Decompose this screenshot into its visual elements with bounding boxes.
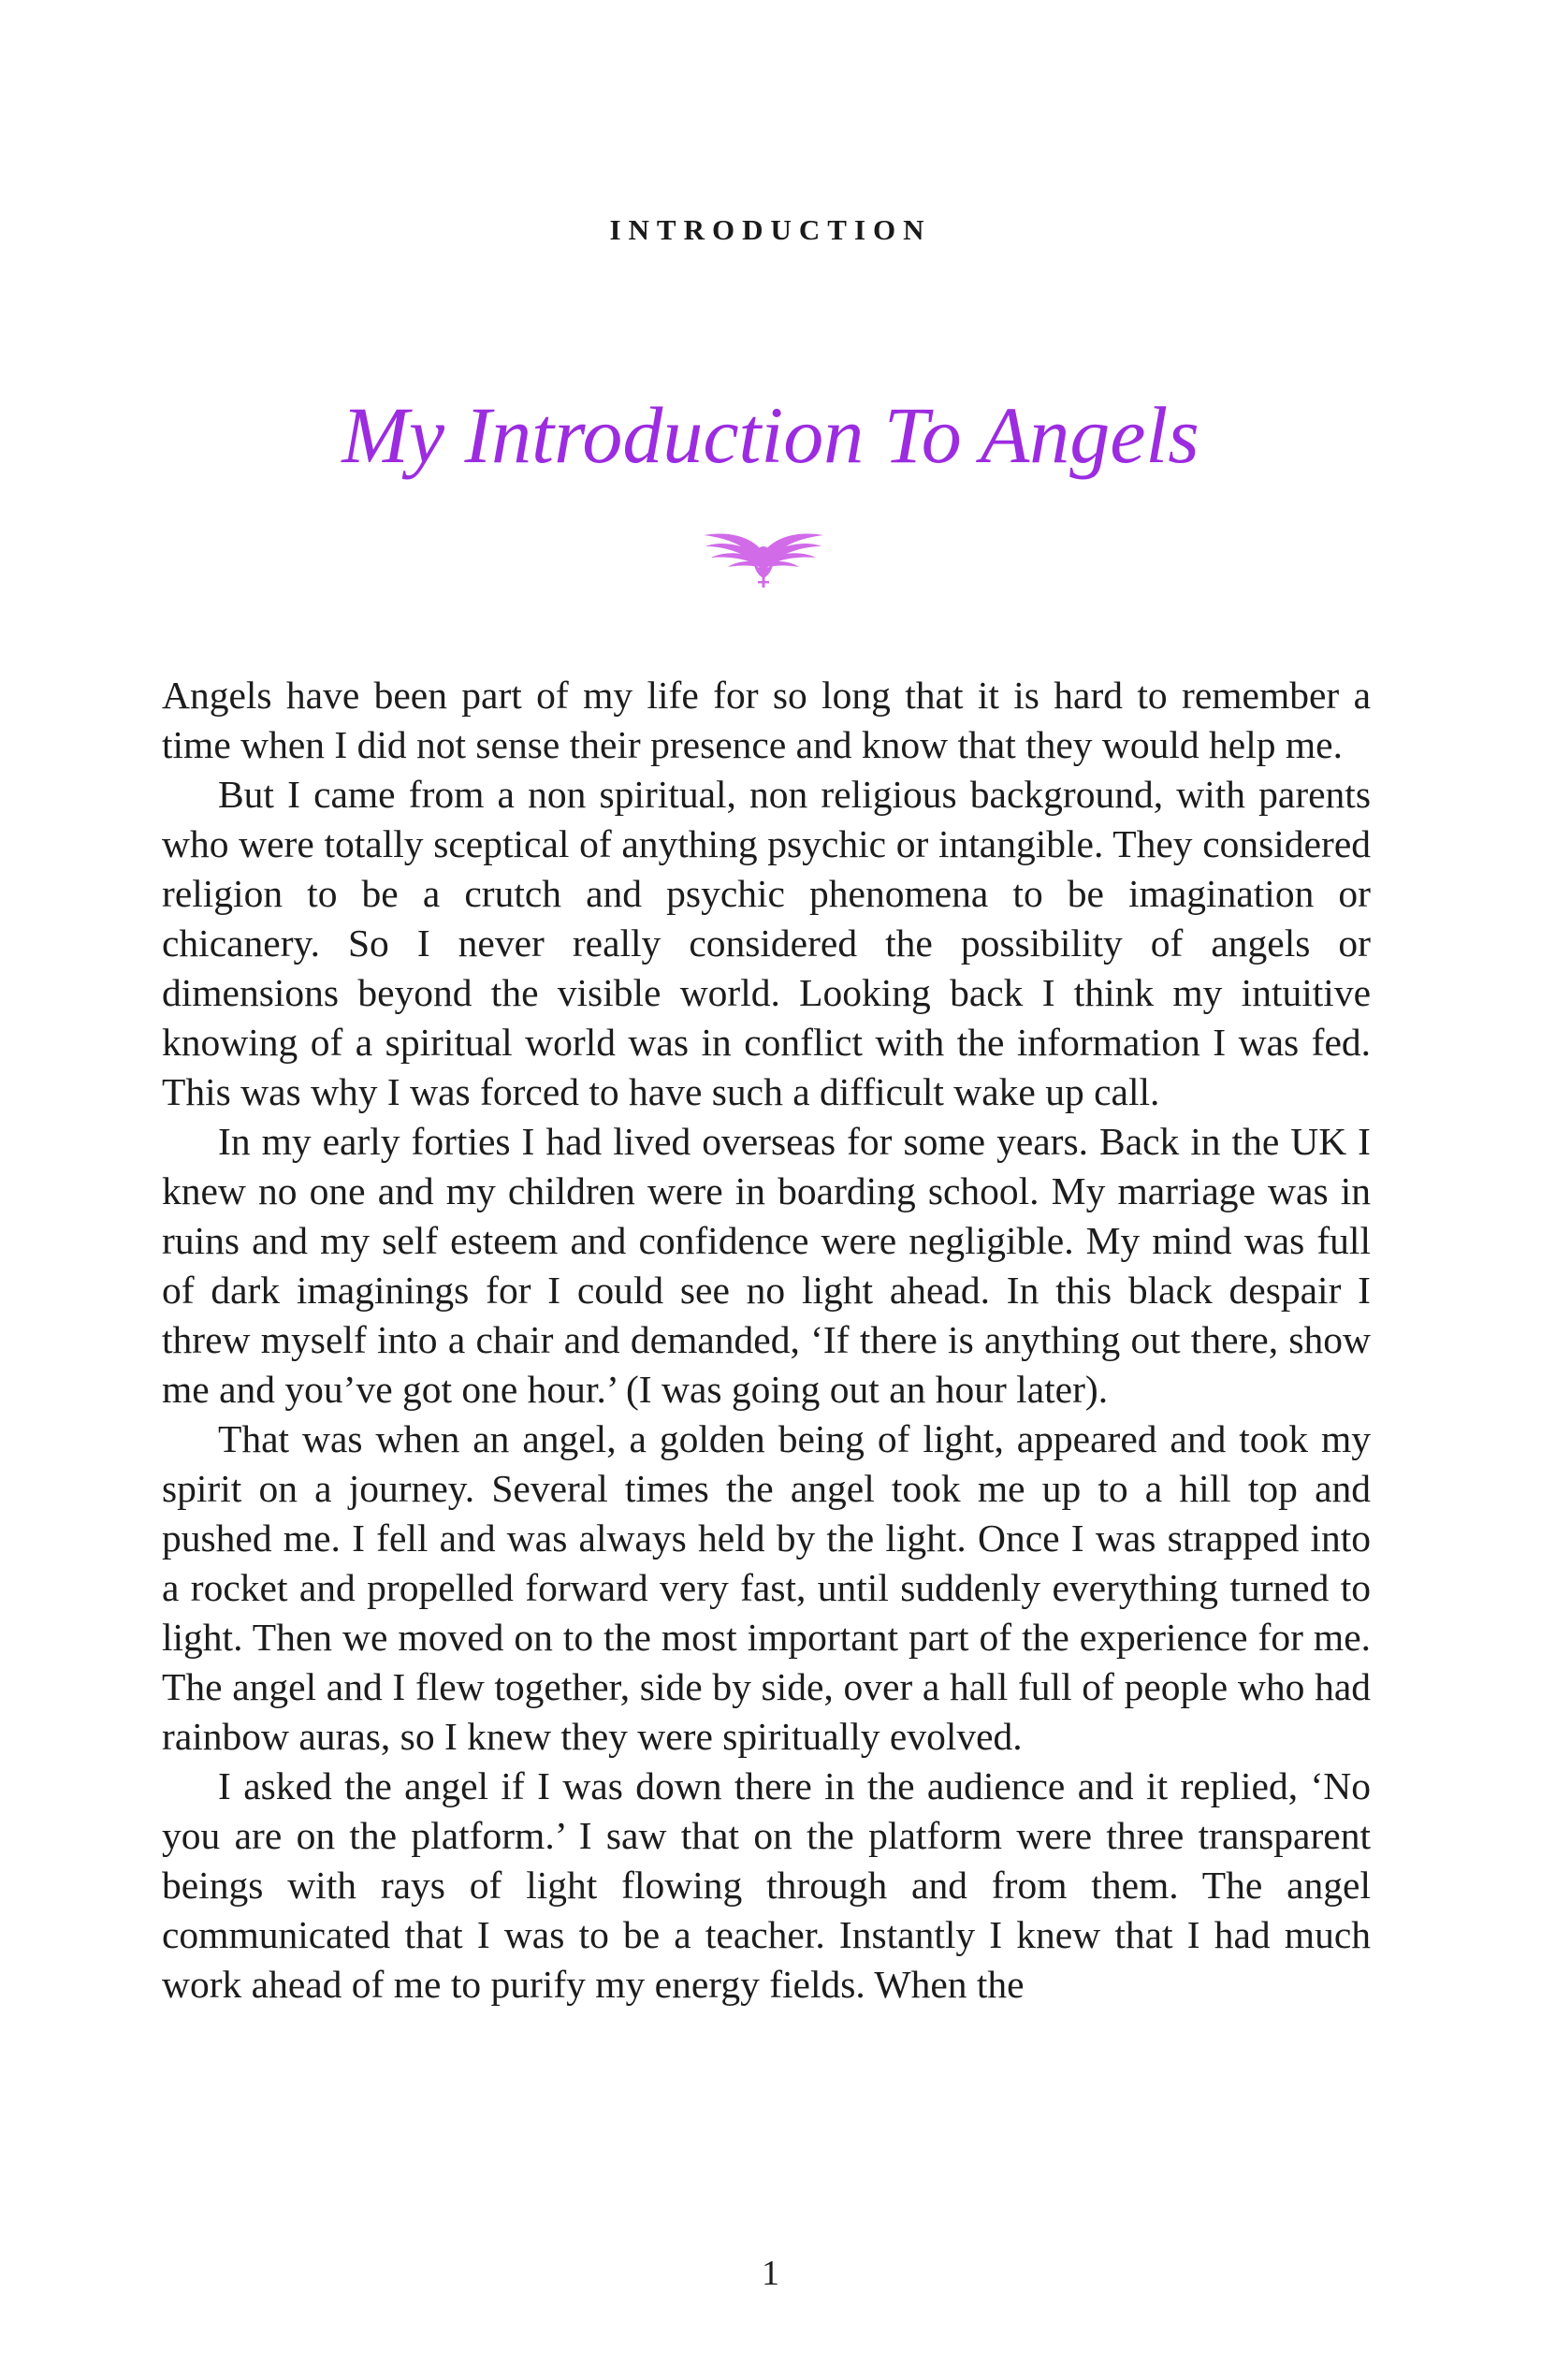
section-label: INTRODUCTION — [609, 213, 932, 246]
body-text — [162, 671, 1371, 2010]
paragraph: Angels have been part of my life for so long that it is hard to remember a time when I did not sense their presence and know that they would help me. — [162, 674, 1371, 766]
paragraph: That was when an angel, a golden being of light, appeared and took my spirit on a journey. Several times the angel took me up to a hill top and pushed me. I fell and was always held by the light. Once I was strapped into a rocket and propelled forward very fast, until suddenly everything turned to light. Then we moved on to the most important part of the experience for me. The angel and I flew together, side by side, over a hall full of people who had rainbow auras, so I knew they were spiritually evolved. — [162, 1417, 1371, 1758]
paragraph: But I came from a non spiritual, non religious background, with parents who were totally sceptical of anything psychic or intangible. They considered religion to be a crutch and psychic phenomena to be imagination or chicanery. So I never really considered the possibility of angels or dimensions beyond the visible world. Looking back I think my intuitive knowing of a spiritual world was in conflict with the information I was fed. This was why I was forced to have such a difficult wake up call. — [162, 773, 1371, 1113]
angel-wings-icon — [700, 526, 827, 591]
paragraph: In my early forties I had lived overseas for some years. Back in the UK I knew no one and my children were in boarding school. My marriage was in ruins and my self esteem and confidence were negligible. My mind was full of dark imaginings for I could see no light ahead. In this black despair I threw myself into a chair and demanded, ‘If there is anything out there, show me and you’ve got one hour.’ (I was going out an hour later). — [162, 1120, 1371, 1411]
paragraph: I asked the angel if I was down there in the audience and it replied, ‘No you are on the platform.’ I saw that on the platform were three transparent beings with rays of light flowing through and from them. The angel communicated that I was to be a teacher. Instantly I knew that I had much work ahead of me to purify my energy fields. When the — [162, 1764, 1371, 2006]
page-number: 1 — [762, 2254, 779, 2293]
chapter-title: My Introduction To Angels — [342, 390, 1199, 480]
